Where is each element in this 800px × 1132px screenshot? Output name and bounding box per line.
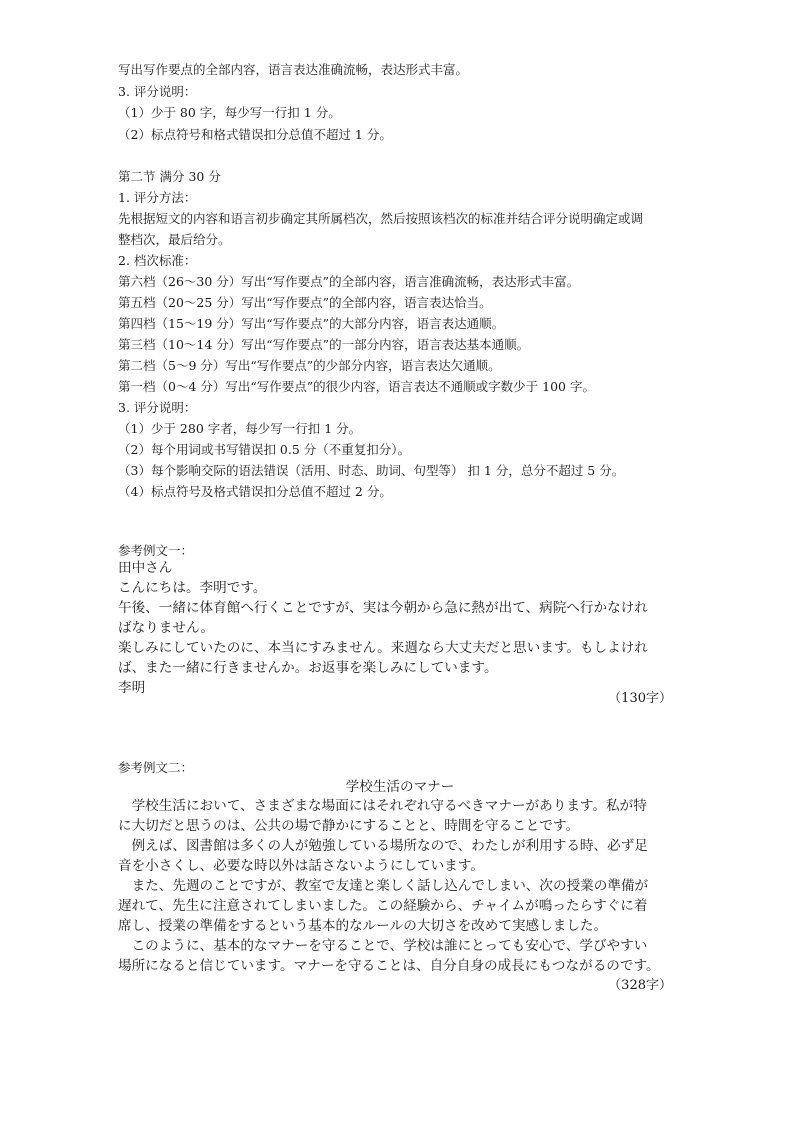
example2-heading: 参考例文二： bbox=[118, 760, 194, 775]
section1-notes-title: 3. 评分说明： bbox=[118, 84, 197, 99]
section2-note: （3）每个影响交际的语法错误（活用、时态、助词、句型等） 扣 1 分，总分不超过 5 分。 bbox=[118, 463, 625, 478]
example2-line: 場所になると信じています。マナーを守ることは、自分自身の成長にもつながるのです。 bbox=[118, 958, 660, 974]
method-title: 1. 评分方法： bbox=[118, 190, 197, 205]
section2-note: （4）标点符号及格式错误扣分总值不超过 2 分。 bbox=[118, 484, 392, 499]
example1-line: 李明 bbox=[118, 680, 146, 696]
example2-line: また、先週のことですが、教室で友達と楽しく話し込んでしまい、次の授業の準備が bbox=[118, 878, 649, 894]
example1-line: 午後、一緒に体育館へ行くことですが、実は今朝から急に熱が出て、病院へ行かなけれ bbox=[118, 600, 648, 616]
example2-line: 学校生活において、さまざまな場面にはそれぞれ守るべきマナーがあります。私が特 bbox=[118, 798, 647, 814]
example2-line: このように、基本的なマナーを守ることで、学校は誰にとっても安心で、学びやすい bbox=[118, 938, 648, 954]
method-line: 整档次，最后给分。 bbox=[118, 232, 231, 247]
grade-line: 第六档（26～30 分）写出“写作要点”的全部内容，语言准确流畅，表达形式丰富。 bbox=[118, 274, 580, 289]
example2-line: 席し、授業の準備をするという基本的なルールの大切さを改めて実感しました。 bbox=[118, 918, 608, 934]
section2-note: （2）每个用词或书写错误扣 0.5 分（不重复扣分）。 bbox=[118, 442, 411, 457]
section2-notes-title: 3. 评分说明： bbox=[118, 400, 197, 415]
example2-line: に大切だと思うのは、公共の場で静かにすることと、時間を守ることです。 bbox=[118, 818, 580, 834]
section1-line: 写出写作要点的全部内容，语言表达准确流畅，表达形式丰富。 bbox=[118, 62, 469, 77]
example2-char-count: （328字） bbox=[608, 978, 672, 993]
example2-line: 遅れて、先生に注意されてしまいました。この経験から、チャイムが鳴ったらすぐに着 bbox=[118, 898, 648, 914]
section2-note: （1）少于 280 字者，每少写一行扣 1 分。 bbox=[118, 421, 362, 436]
example1-line: ば、また一緒に行きませんか。お返事を楽しみにしています。 bbox=[118, 660, 498, 676]
example1-line: 楽しみにしていたのに、本当にすみません。来週なら大丈夫だと思います。もしよけれ bbox=[118, 640, 648, 656]
section1-note: （2）标点符号和格式错误扣分总值不超过 1 分。 bbox=[118, 127, 392, 142]
example1-line: ばなりません。 bbox=[118, 620, 214, 636]
method-line: 先根据短文的内容和语言初步确定其所属档次，然后按照该档次的标准并结合评分说明确定或调 bbox=[118, 211, 644, 226]
grade-line: 第四档（15～19 分）写出“写作要点”的大部分内容，语言表达通顺。 bbox=[118, 316, 505, 331]
example2-title: 学校生活のマナー bbox=[345, 779, 455, 795]
grade-line: 第二档（5～9 分）写出“写作要点”的少部分内容，语言表达欠通顺。 bbox=[118, 358, 501, 373]
grade-line: 第五档（20～25 分）写出“写作要点”的全部内容，语言表达恰当。 bbox=[118, 295, 492, 310]
example2-line: 音を小さくし、必要な時以外は話さないようにしています。 bbox=[118, 858, 484, 874]
grade-line: 第三档（10～14 分）写出“写作要点”的一部分内容，语言表达基本通顺。 bbox=[118, 337, 530, 352]
example1-line: こんにちは。李明です。 bbox=[118, 580, 267, 596]
section2-title: 第二节 满分 30 分 bbox=[118, 169, 221, 184]
grades-title: 2. 档次标准： bbox=[118, 253, 197, 268]
example1-char-count: （130字） bbox=[608, 691, 672, 706]
example1-heading: 参考例文一： bbox=[118, 543, 194, 558]
grade-line: 第一档（0～4 分）写出“写作要点”的很少内容，语言表达不通顺或字数少于 100 字。 bbox=[118, 379, 595, 394]
section1-note: （1）少于 80 字，每少写一行扣 1 分。 bbox=[118, 105, 341, 120]
example2-line: 例えば、図書館は多くの人が勉強している場所なので、わたしが利用する時、必ず足 bbox=[118, 838, 648, 854]
example1-line: 田中さん bbox=[118, 560, 173, 576]
